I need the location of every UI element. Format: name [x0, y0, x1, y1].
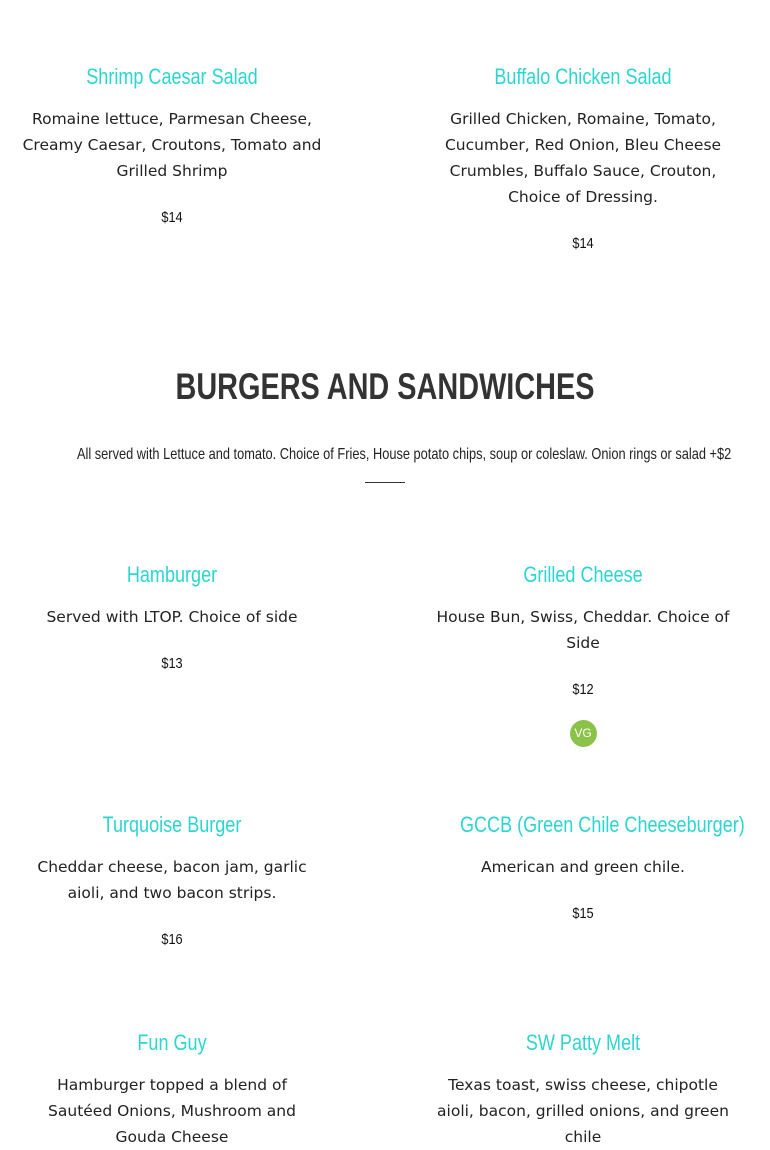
vegetarian-badge: VG	[570, 720, 597, 747]
item-price: $14	[161, 209, 183, 226]
menu-item-gccb	[433, 812, 745, 924]
item-price: $15	[572, 905, 594, 922]
item-name: SW Patty Melt	[525, 1030, 641, 1055]
item-name: Turquoise Burger	[102, 812, 242, 837]
section-note: All served with Lettuce and tomato. Choice of Fries, House potato chips, soup or coleslaw. Onion rings or salad +$2	[77, 446, 732, 463]
item-price: $13	[161, 655, 183, 672]
menu-item-shrimp-caesar-salad	[22, 64, 322, 228]
menu-item-grilled-cheese	[433, 562, 733, 747]
item-description: American and green chile.	[481, 858, 685, 876]
item-description: Romaine lettuce, Parmesan Cheese, Creamy Caesar, Croutons, Tomato and Grilled Shrimp	[22, 110, 322, 180]
item-description: Cheddar cheese, bacon jam, garlic aioli, and two bacon strips.	[37, 858, 307, 902]
item-name: Fun Guy	[137, 1030, 207, 1055]
item-name: Buffalo Chicken Salad	[494, 64, 672, 89]
item-price: $14	[572, 235, 594, 252]
section-title: BURGERS AND SANDWICHES	[175, 366, 595, 407]
menu-item-buffalo-chicken-salad	[433, 64, 733, 254]
item-name: Grilled Cheese	[523, 562, 643, 587]
section-divider	[365, 482, 405, 483]
menu-item-sw-patty-melt	[433, 1030, 733, 1150]
menu-item-fun-guy	[22, 1030, 322, 1150]
menu-item-turquoise-burger	[22, 812, 322, 950]
item-description: Texas toast, swiss cheese, chipotle aioli, bacon, grilled onions, and green chile	[437, 1076, 729, 1146]
item-price: $16	[161, 931, 183, 948]
item-name: Hamburger	[126, 562, 218, 587]
menu-item-hamburger	[22, 562, 322, 674]
item-description: Served with LTOP. Choice of side	[46, 608, 298, 626]
item-name: GCCB (Green Chile Cheeseburger)	[460, 812, 745, 837]
item-description: Grilled Chicken, Romaine, Tomato, Cucumber, Red Onion, Bleu Cheese Crumbles, Buffalo Sauce, Crouton, Choice of Dressing.	[444, 110, 722, 206]
item-description: Hamburger topped a blend of Sautéed Onions, Mushroom and Gouda Cheese	[48, 1076, 296, 1146]
item-description: House Bun, Swiss, Cheddar. Choice of Side	[436, 608, 730, 652]
item-name: Shrimp Caesar Salad	[86, 64, 258, 89]
item-price: $12	[572, 681, 594, 698]
